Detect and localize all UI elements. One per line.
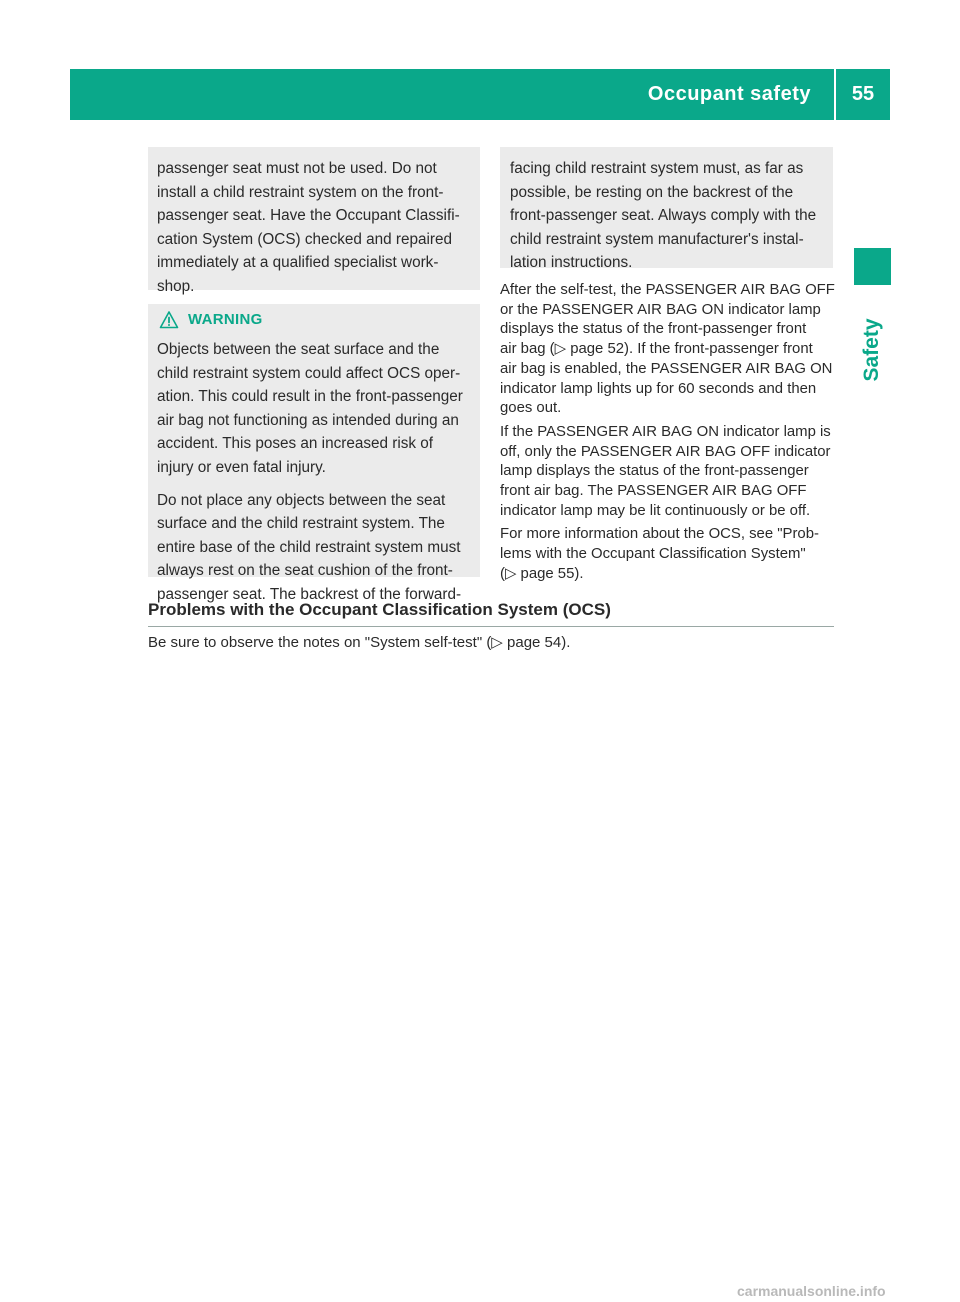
warning-box [148,304,480,603]
text-line: indicator lamp may be lit continuously or be off. [500,502,811,519]
page-reference-link[interactable]: air bag (▷ page 52). If the front-passenger front [500,341,813,358]
text-line: ation. This could result in the front-passenger [157,388,463,406]
text-line: off, only the PASSENGER AIR BAG OFF indicator [500,443,831,460]
text-line: always rest on the seat cushion of the front- [157,562,453,580]
warning-header [157,308,472,332]
text-line: front-passenger seat. Always comply with the [510,207,817,225]
body-paragraph [500,281,834,419]
page-header-bar [70,69,890,120]
page-title: Occupant safety [647,83,811,105]
side-tab-label: Safety [860,318,883,382]
text-line: cation System (OCS) checked and repaired [157,230,453,248]
text-line: passenger seat. Have the Occupant Classifi- [157,207,460,225]
text-line: passenger seat must not be used. Do not [157,160,437,177]
page-reference-link[interactable]: (▷ page 55). [500,565,584,582]
text-line: Objects between the seat surface and the [157,341,440,358]
text-line: injury or even fatal injury. [157,458,326,476]
warning-triangle-icon [159,310,179,330]
text-line: immediately at a qualified specialist work- [157,254,439,272]
text-line: child restraint system could affect OCS oper- [157,364,461,382]
text-line: After the self-test, the PASSENGER AIR BAG OFF [500,282,835,298]
text-line: possible, be resting on the backrest of the [510,183,794,201]
text-line: facing child restraint system must, as far as [510,160,804,177]
text-line: air bag is enabled, the PASSENGER AIR BAG ON [500,360,833,377]
text-line: lation instructions. [510,254,633,272]
warning-title: WARNING [188,311,263,329]
text-line: shop. [157,277,195,295]
continued-note-box [148,147,480,295]
body-paragraph [500,525,834,584]
text-line: child restraint system manufacturer's instal- [510,230,804,248]
text-line: lamp displays the status of the front-passenger [500,463,809,480]
text-line: passenger seat. The backrest of the forward- [157,585,462,603]
text-line: goes out. [500,400,562,417]
watermark-logo: carmanualsonline.info [737,1283,886,1299]
text-line: or the PASSENGER AIR BAG ON indicator lamp [500,301,821,318]
text-line: install a child restraint system on the front- [157,183,444,201]
warning-paragraph [157,489,472,607]
warning-continued-text [510,157,825,275]
text-line: front air bag. The PASSENGER AIR BAG OFF [500,483,807,500]
text-line: entire base of the child restraint system must [157,538,461,556]
side-tab-marker [854,248,891,285]
text-line: If the PASSENGER AIR BAG ON indicator lamp is [500,423,831,440]
warning-continued-box [500,147,833,272]
body-paragraph [500,423,834,522]
continued-note-text [157,157,472,299]
section-heading: Problems with the Occupant Classification System (OCS) [148,598,834,627]
text-line: displays the status of the front-passenger front [500,321,807,338]
text-line: Do not place any objects between the seat [157,491,446,509]
section-paragraph: Be sure to observe the notes on "System self-test" (▷ page 54). [148,634,571,651]
text-line: lems with the Occupant Classification System" [500,546,806,563]
text-line: For more information about the OCS, see "Prob- [500,526,819,543]
body-text-column [500,281,834,589]
page-number: 55 [851,83,875,105]
text-line: surface and the child restraint system. The [157,515,445,533]
warning-paragraph [157,338,472,480]
text-line: accident. This poses an increased risk of [157,435,434,453]
text-line: air bag not functioning as intended during an [157,411,459,429]
text-line: indicator lamp lights up for 60 seconds and then [500,380,817,397]
